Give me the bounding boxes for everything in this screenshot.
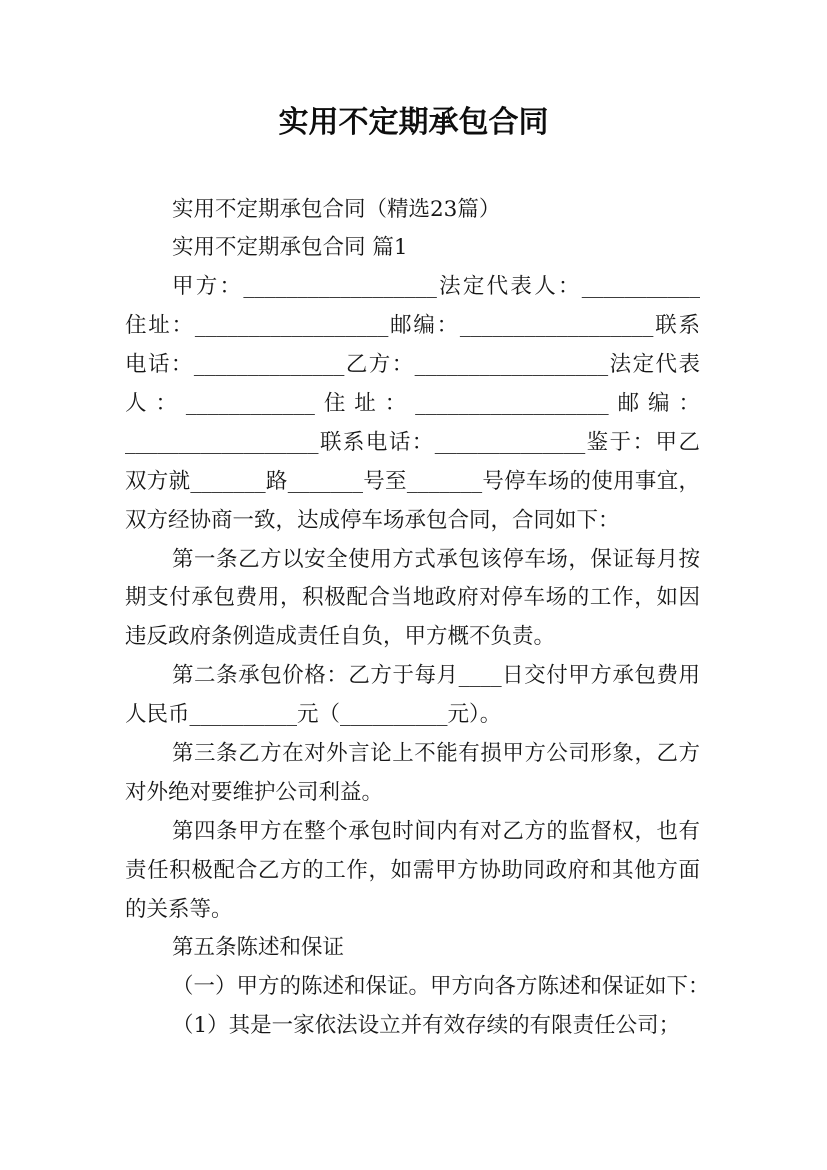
document-body [125,191,710,1047]
text-line: 人：____________住址：__________________邮编： [125,390,700,416]
text-line: 违反政府条例造成责任自负，甲方概不负责。 [125,624,556,650]
paragraph-article-4 [125,813,700,930]
paragraph-clause-1 [125,968,710,1007]
paragraph-article-3 [125,735,700,813]
paragraph-article-1 [125,541,700,658]
paragraph-subtitle [125,191,700,230]
paragraph-item-1 [125,1007,700,1046]
text-line: 的关系等。 [125,896,233,922]
text-line: 实用不定期承包合同（精选23篇） [172,196,501,222]
text-line: 人民币__________元（__________元）。 [125,702,502,728]
paragraph-parties [125,268,700,540]
paragraph-article-2 [125,657,700,735]
paragraph-article-5 [125,929,700,968]
text-line: 第四条甲方在整个承包时间内有对乙方的监督权，也有 [172,818,700,844]
text-line: 双方就_______路_______号至_______号停车场的使用事宜， [125,468,700,494]
text-line: 电话：______________乙方：__________________法定代表 [125,352,700,378]
text-line: 住址：__________________邮编：__________________联系 [125,313,700,339]
text-line: 甲方：__________________法定代表人：___________ [172,274,700,300]
paragraph-section-heading [125,229,700,268]
text-line: 实用不定期承包合同 篇1 [172,235,408,261]
document-title: 实用不定期承包合同 [278,105,549,140]
text-line: 第三条乙方在对外言论上不能有损甲方公司形象，乙方 [172,740,700,766]
text-line: 第一条乙方以安全使用方式承包该停车场，保证每月按 [172,546,700,572]
text-line: 第二条承包价格：乙方于每月____日交付甲方承包费用 [172,663,700,689]
text-line: 双方经协商一致，达成停车场承包合同，合同如下： [125,507,620,533]
text-line: （1）其是一家依法设立并有效存续的有限责任公司； [172,1013,681,1039]
text-line: 对外绝对要维护公司利益。 [125,779,384,805]
text-line: 第五条陈述和保证 [172,935,345,961]
text-line: （一）甲方的陈述和保证。甲方向各方陈述和保证如下： [172,974,710,1000]
text-line: __________________联系电话：______________鉴于：甲乙 [125,429,700,455]
text-line: 责任积极配合乙方的工作，如需甲方协助同政府和其他方面 [125,857,700,883]
text-line: 期支付承包费用，积极配合当地政府对停车场的工作，如因 [125,585,700,611]
